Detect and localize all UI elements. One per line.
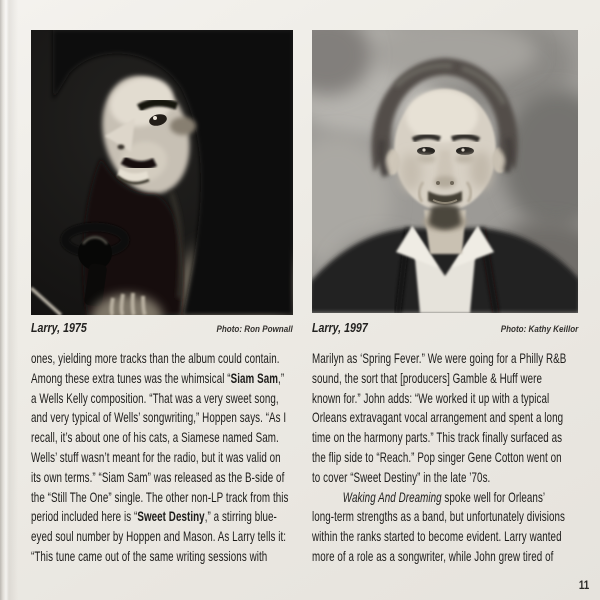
liner-notes-column-left [31,349,295,567]
text-line: long-term strengths as a band, but unfortunately divisions [312,508,566,525]
text-line: sound, the sort that [producers] Gamble & Huff were [312,369,542,386]
text-line: Marilyn as ‘Spring Fever.” We were going for a Philly R&B [312,350,567,366]
page-number: 11 [578,580,589,592]
text-line: the “Still The One” single. The other non-LP track from this [31,488,289,505]
text-line: Waking And Dreaming spoke well for Orleans’ [342,488,546,505]
photo-caption-right: Larry, 1997 [312,321,368,335]
text-line: Wells’ stuff wasn’t meant for the radio, but it was valid on [31,448,281,465]
text-line: Orleans extravagant vocal arrangement and spent a long [312,409,564,426]
caption-row-left [31,321,293,335]
photo-larry-1997 [312,30,578,313]
column-text-right [312,349,600,567]
caption-row-right [312,321,578,335]
text-line: more of a role as a songwriter, while John grew tired of [312,547,554,564]
page-fold-shadow [0,0,18,600]
photo-credit-left: Photo: Ron Pownall [216,324,293,335]
text-line: “This tune came out of the same writing sessions with [31,547,268,564]
text-line: time on the harmony parts.” This track finally surfaced as [312,429,563,446]
text-line: the flip side to “Reach.” Pop singer Gene Cotton went on [312,448,562,465]
text-line: period included here is “Sweet Destiny,” a stirring blue- [31,508,277,525]
text-line: Among these extra tunes was the whimsical “Siam Sam,” [31,369,285,386]
text-line: known for.” John adds: “We worked it up with a typical [312,389,550,406]
column-text-left [31,349,332,567]
text-line: to cover “Sweet Destiny” in the late ’70s. [312,468,491,485]
text-line: eyed soul number by Hoppen and Mason. As Larry tells it: [31,528,287,545]
text-line: and very typical of Wells’ songwriting,” Hoppen says. “As I [31,409,287,426]
photo-caption-left: Larry, 1975 [31,321,87,335]
text-line: recall, it’s about one of his cats, a Siamese named Sam. [31,429,279,446]
liner-notes-column-right [312,349,580,567]
photo-credit-right: Photo: Kathy Keillor [500,324,578,335]
text-line: a Wells Kelly composition. “That was a very sweet song, [31,389,279,406]
photo-larry-1975 [31,30,293,315]
text-line: within the ranks started to become evident. Larry wanted [312,528,562,545]
text-line: ones, yielding more tracks than the album could contain. [31,350,280,366]
text-line: its own terms.” “Siam Sam” was released as the B-side of [31,468,285,485]
